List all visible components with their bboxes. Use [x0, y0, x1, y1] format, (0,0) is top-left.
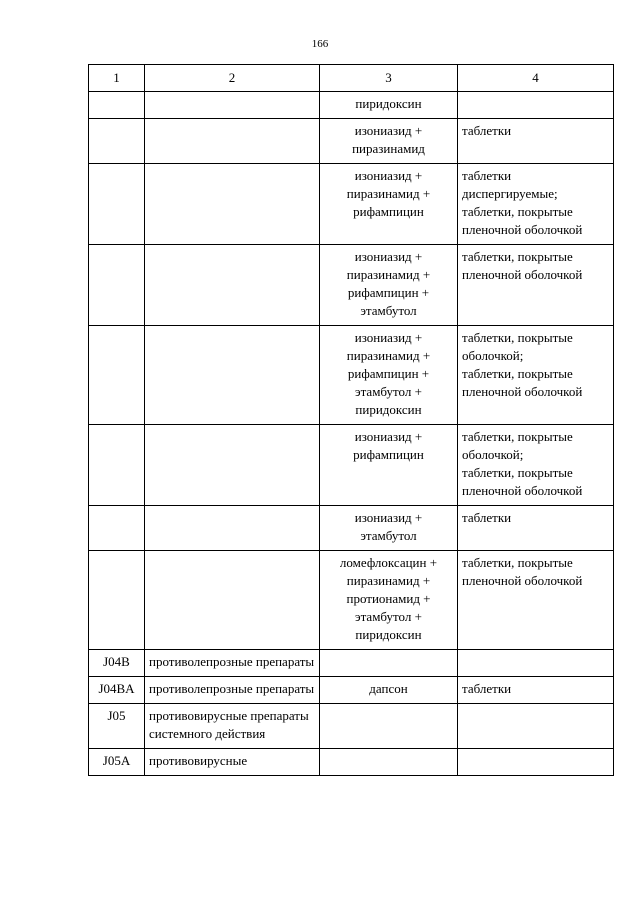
- substance-cell: дапсон: [320, 677, 458, 704]
- group-name-cell: противолепрозные препараты: [145, 677, 320, 704]
- header-col-4: 4: [458, 65, 614, 92]
- substance-cell: изониазид + пиразинамид: [320, 119, 458, 164]
- table-row: [89, 650, 614, 677]
- substance-cell: [320, 704, 458, 749]
- substance-cell: изониазид + этамбутол: [320, 506, 458, 551]
- group-name-cell: [145, 425, 320, 506]
- atc-code-cell: [89, 425, 145, 506]
- substance-cell: изониазид + пиразинамид + рифампицин + этамбутол + пиридоксин: [320, 326, 458, 425]
- table-row: [89, 506, 614, 551]
- substance-cell: пиридоксин: [320, 92, 458, 119]
- header-row: [89, 65, 614, 92]
- dosage-form-cell: [458, 704, 614, 749]
- table-row: [89, 749, 614, 776]
- table-row: [89, 425, 614, 506]
- group-name-cell: противовирусные: [145, 749, 320, 776]
- group-name-cell: противолепрозные препараты: [145, 650, 320, 677]
- header-col-2: 2: [145, 65, 320, 92]
- atc-code-cell: [89, 551, 145, 650]
- group-name-cell: противовирусные препараты системного действия: [145, 704, 320, 749]
- atc-code-cell: [89, 245, 145, 326]
- substance-cell: изониазид + пиразинамид + рифампицин: [320, 164, 458, 245]
- atc-code-cell: [89, 164, 145, 245]
- atc-code-cell: [89, 119, 145, 164]
- dosage-form-cell: [458, 92, 614, 119]
- header-col-3: 3: [320, 65, 458, 92]
- atc-code-cell: J04B: [89, 650, 145, 677]
- table-row: [89, 551, 614, 650]
- group-name-cell: [145, 551, 320, 650]
- table-row: [89, 245, 614, 326]
- group-name-cell: [145, 164, 320, 245]
- dosage-form-cell: таблетки: [458, 506, 614, 551]
- atc-code-cell: [89, 92, 145, 119]
- substance-cell: ломефлоксацин + пиразинамид + протионамид + этамбутол + пиридоксин: [320, 551, 458, 650]
- atc-code-cell: J04BA: [89, 677, 145, 704]
- dosage-form-cell: таблетки, покрытые пленочной оболочкой: [458, 245, 614, 326]
- group-name-cell: [145, 506, 320, 551]
- dosage-form-cell: [458, 749, 614, 776]
- table-row: [89, 326, 614, 425]
- table-row: [89, 677, 614, 704]
- group-name-cell: [145, 245, 320, 326]
- table-row: [89, 164, 614, 245]
- dosage-form-cell: таблетки, покрытые пленочной оболочкой: [458, 551, 614, 650]
- substance-cell: изониазид + пиразинамид + рифампицин + этамбутол: [320, 245, 458, 326]
- header-col-1: 1: [89, 65, 145, 92]
- dosage-form-cell: [458, 650, 614, 677]
- table-row: [89, 704, 614, 749]
- dosage-form-cell: таблетки, покрытые оболочкой; таблетки, покрытые пленочной оболочкой: [458, 425, 614, 506]
- group-name-cell: [145, 326, 320, 425]
- table-row: [89, 119, 614, 164]
- page-number: 166: [311, 38, 329, 50]
- group-name-cell: [145, 92, 320, 119]
- atc-code-cell: J05: [89, 704, 145, 749]
- atc-code-cell: [89, 506, 145, 551]
- substance-cell: [320, 650, 458, 677]
- atc-code-cell: [89, 326, 145, 425]
- dosage-form-cell: таблетки: [458, 119, 614, 164]
- dosage-form-cell: таблетки: [458, 677, 614, 704]
- dosage-form-cell: таблетки диспергируемые; таблетки, покрытые пленочной оболочкой: [458, 164, 614, 245]
- substance-cell: изониазид + рифампицин: [320, 425, 458, 506]
- dosage-form-cell: таблетки, покрытые оболочкой; таблетки, покрытые пленочной оболочкой: [458, 326, 614, 425]
- drug-table: [88, 64, 614, 776]
- table-row: [89, 92, 614, 119]
- atc-code-cell: J05A: [89, 749, 145, 776]
- group-name-cell: [145, 119, 320, 164]
- substance-cell: [320, 749, 458, 776]
